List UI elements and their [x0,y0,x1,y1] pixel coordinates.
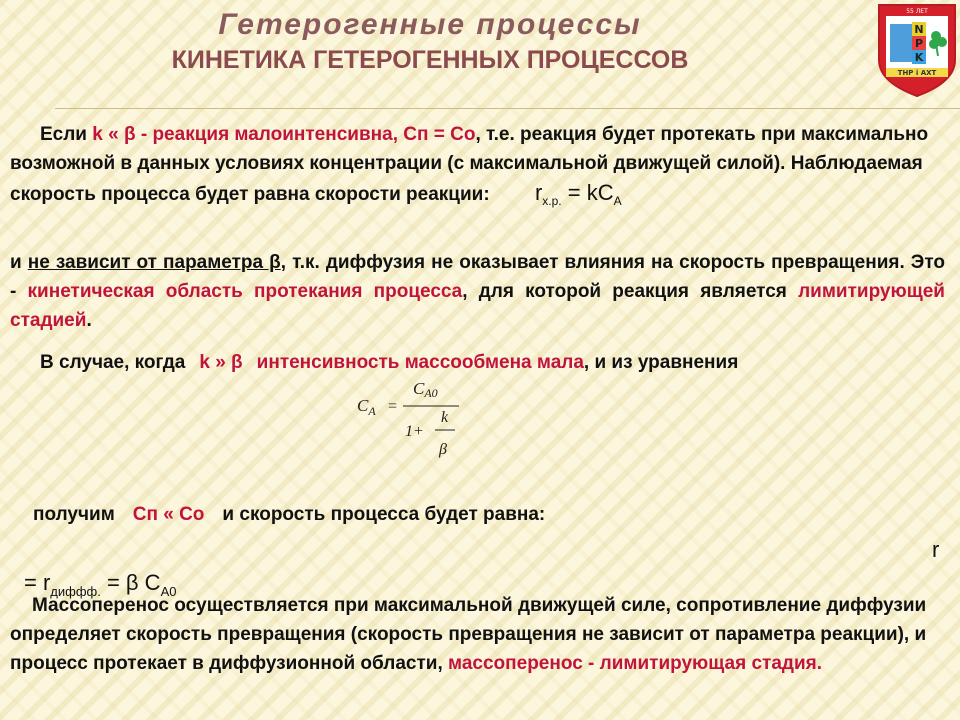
paragraph-kinetic-condition [10,120,945,216]
p5-limiting-stage: массоперенос - лимитирующая стадия. [448,653,823,674]
logo-banner-text: ТНР і АХТ [897,69,937,77]
p1-lead: Если [40,124,93,145]
p2-underlined: не зависит от параметра β [27,252,281,273]
paragraph-diffusion-region: Массоперенос осуществляется при максимальной движущей силе, сопротивление диффузии определяет скорость превращения (скорость превращения не зависит от параметра реакции), и процесс протекает в диффузионной области, массоперенос - лимитирующая стадия. [10,595,927,674]
p3-mass-transfer: интенсивность массообмена мала [256,352,584,373]
p3-condition: k » β [199,352,243,373]
slide-subtitle: Гетерогенные процессы [218,8,642,41]
p2-limiting-stage: лимитирующей стадией [10,281,945,331]
p2-kinetic-region: кинетическая область протекания процесса [27,281,463,302]
svg-text:k: k [441,409,449,426]
paragraph-diffusion-case: В случае, когда k » β интенсивность массообмена мала, и из уравнения [40,352,739,373]
rate-formula-diffusion: = $r_{диффф.} = \beta$ $C_{A0}$ [24,570,177,599]
logo-top-text: 55 ЛЕТ [906,8,928,15]
rate-formula-reaction: $r_{х.р.} = kC_A$ [534,180,622,208]
svg-text:1+: 1+ [405,423,424,440]
title-divider [55,108,960,109]
svg-text:CA: $C_A$ [357,396,376,418]
slide-title: КИНЕТИКА ГЕТЕРОГЕННЫХ ПРОЦЕССОВ [171,46,689,74]
logo-letter-n: N [914,23,924,36]
paragraph-kinetic-region: и не зависит от параметра β, т.к. диффузия не оказывает влияния на скорость превращения. Это - кинетическая область протекания процесса, для которой реакция является лимитирующей стадией. [10,252,945,331]
logo-letter-k: K [914,51,924,64]
concentration-equation [355,378,475,468]
rate-symbol-r: r [932,537,940,562]
logo-letter-p: P [914,37,924,50]
svg-text:β: β [439,441,447,458]
college-shield-logo [876,2,958,98]
p1-condition: k « β - реакция малоинтенсивна, Сп = Со [92,124,476,145]
p1-body: , т.е. реакция будет протекать при максимально возможной в данных условиях концентрации (с максимальной движущей силой). Наблюдаемая скорость процесса будет равна скорости реакции: [10,124,929,205]
p4-condition: Сп « Со [132,504,205,525]
svg-text:=: = [387,398,398,415]
paragraph-result: получим Сп « Со и скорость процесса будет равна: [33,504,546,525]
svg-text:CA0: CA0 [413,379,438,400]
